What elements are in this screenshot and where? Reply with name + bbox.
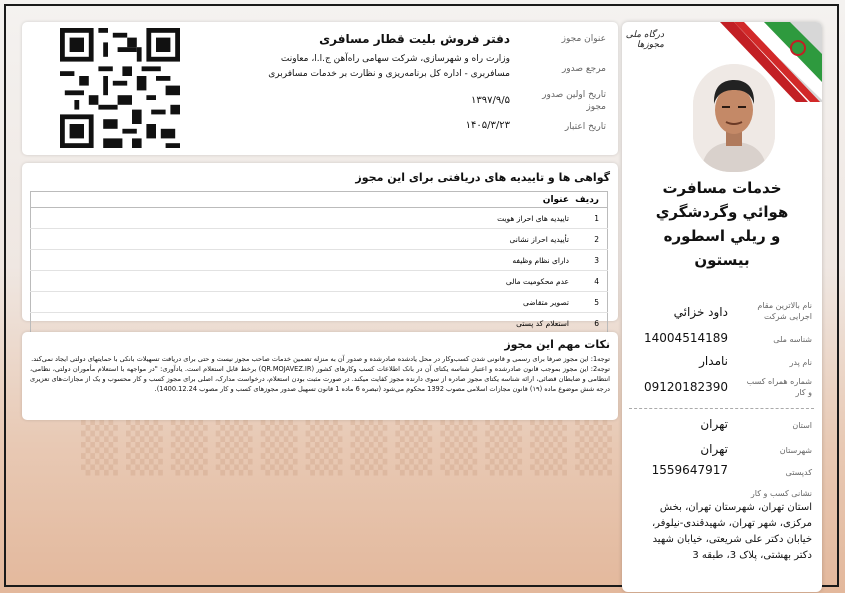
field-label: نام بالاترین مقام اجرایی شرکت — [757, 301, 812, 321]
row-number: 4 — [570, 271, 608, 292]
qr-code — [60, 28, 180, 148]
business-name-line: هوائي وگردشگري — [655, 203, 789, 221]
note-item: توجه1: این مجوز صرفا برای رسمی و قانونی شدن کسب‌وکار در محل یادشده صادرشده و صدور آن به منزله تضمین خدمات صاحب مجوز نیست و حتی برای دریافت تسهیلات بانکی با حمایتهای دولتی ایجاد نمی‌کند. — [31, 355, 610, 363]
table-row — [31, 292, 608, 313]
notes-panel — [22, 332, 618, 420]
background-watermark: ▒▒▒▒▒▒▒▒▒▒▒▒ — [81, 420, 620, 476]
business-name — [622, 176, 822, 272]
table-row — [31, 313, 608, 334]
address-value: استان تهران، شهرستان تهران، بخش مرکزی، شهر تهران، شهيدقندی-نيلوفر، خيابان دكتر علی شريعتی، خيابان شهيد دكتر بهشتی، پلاک 3، طبقه 3 — [651, 502, 812, 561]
field-value: نامدار — [699, 354, 728, 368]
row-title: تاییدیه های احراز هویت — [31, 208, 571, 229]
license-title-label: عنوان مجوز — [561, 34, 606, 44]
row-number: 5 — [570, 292, 608, 313]
issuer-label: مرجع صدور — [561, 64, 606, 74]
field-label: استان — [792, 421, 812, 430]
field-value: 14004514189 — [644, 331, 728, 345]
table-row — [31, 208, 608, 229]
field-value: 1559647917 — [651, 463, 728, 477]
brand-logo: درگاه ملی مجوزها — [625, 30, 664, 50]
row-title: عدم محکومیت مالی — [31, 271, 571, 292]
field-postal-code — [622, 462, 822, 486]
business-name-line: بيستون — [694, 251, 750, 269]
field-label: نام پدر — [789, 358, 812, 367]
field-value: 09120182390 — [644, 380, 728, 394]
table-row — [31, 271, 608, 292]
issuer-value: وزارت راه و شهرسازی، شرکت سهامی راه‌آهن ج.ا.ا، معاونت مسافربری - اداره کل برنامه‌ریزی و نظارت بر خدمات مسافربری — [268, 54, 510, 79]
business-name-line: و ريلي اسطوره — [663, 227, 781, 245]
field-label: کدپستی — [785, 468, 812, 477]
field-value: تهران — [700, 442, 728, 456]
field-father-name — [622, 352, 822, 376]
column-header-title: عنوان — [31, 192, 571, 208]
table-row — [31, 229, 608, 250]
address-label: نشانی کسب و کار — [750, 489, 812, 498]
validity-value: ۱۴۰۵/۳/۲۳ — [465, 120, 510, 131]
first-issue-value: ۱۳۹۷/۹/۵ — [471, 95, 510, 106]
field-label: شهرستان — [779, 446, 812, 455]
row-title: تأییدیه احراز نشانی — [31, 229, 571, 250]
field-label: شماره همراه کسب و کار — [746, 377, 812, 397]
first-issue-label: تاریخ اولین صدور مجوز — [542, 90, 606, 112]
license-panel — [22, 22, 618, 155]
column-header-row-number: ردیف — [570, 192, 608, 208]
field-province — [622, 416, 822, 440]
notes-title: نکات مهم این مجوز — [504, 338, 610, 351]
certificates-table — [30, 191, 608, 334]
field-label: شناسه ملی — [773, 335, 812, 344]
notes-body — [30, 354, 610, 394]
field-mobile — [622, 376, 822, 400]
table-row — [31, 250, 608, 271]
row-number: 2 — [570, 229, 608, 250]
business-name-line: خدمات مسافرت — [662, 179, 782, 197]
field-ceo — [622, 300, 822, 324]
row-title: تصویر متقاضی — [31, 292, 571, 313]
certificates-title: گواهی ها و تاییدیه های دریافتی برای این مجوز — [355, 171, 610, 184]
field-value: تهران — [700, 417, 728, 431]
field-national-id — [622, 330, 822, 354]
row-title: استعلام کد پستی — [516, 318, 569, 328]
row-number: 1 — [570, 208, 608, 229]
row-number: 3 — [570, 250, 608, 271]
row-title: دارای نظام وظیفه — [31, 250, 571, 271]
row-number: 6 — [594, 318, 599, 328]
divider — [629, 408, 814, 409]
table-header-row — [31, 192, 608, 208]
business-card — [622, 22, 822, 592]
license-title: دفتر فروش بلیت قطار مسافری — [319, 32, 510, 46]
field-city — [622, 440, 822, 464]
validity-label: تاریخ اعتبار — [564, 122, 606, 132]
field-value: داود خزائي — [673, 305, 728, 319]
note-item: توجه2: این مجوز بموجب قانون صادرشده و اعتبار شناسه یکتای آن در بانک اطلاعات کسب وکارهای کشور (QR.MOJAVEZ.IR) برخط قابل استعلام است. یادآوری: "در مواجهه با استعلام مأموران دولتی، نظامی، انتظامی و ضابطان قضائی، ارائه شناسه یکتای مجوز صادره از سوی دارنده مجوز کفایت میکند. در صورت مثبت بودن استعلام، درخواست مدارک، اصلی برای مجوز کسب و کار محسوب و یک از مجازات‌های تعزیری درجه شش موضوع ماده (۱۹) قانون مجازات اسلامی مصوب 1392 محکوم می‌شود (تبصره 6 ماده 1 قانون تسهیل صدور مجوزهای کسب و کار مصوب 1400.12.24). — [30, 365, 611, 393]
applicant-photo — [693, 64, 775, 172]
certificates-panel — [22, 163, 618, 328]
